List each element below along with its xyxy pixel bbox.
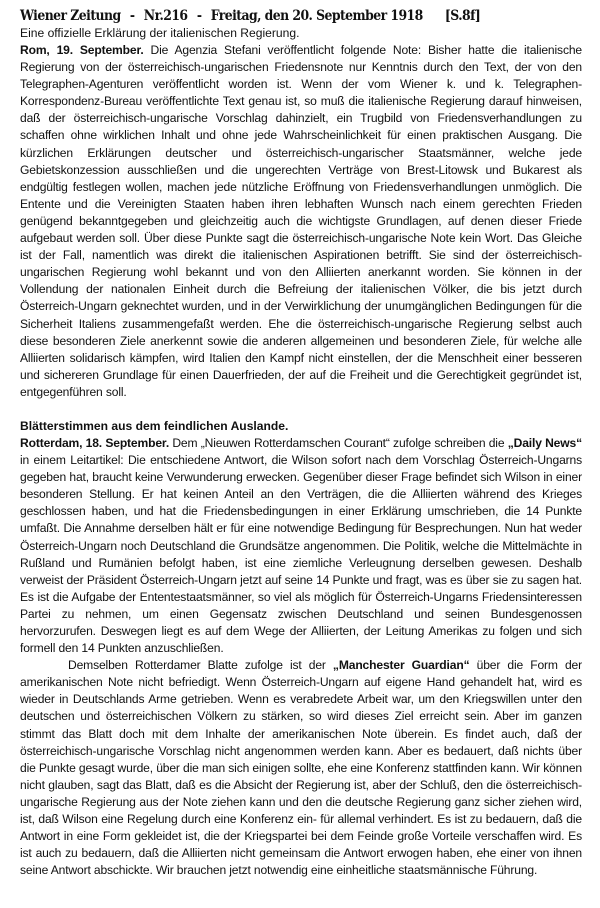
article-2-paragraph-2: [20, 657, 582, 879]
article-1-dateline: Rom, 19. September.: [20, 43, 144, 57]
page-reference: [S.8f]: [444, 8, 481, 24]
article-2-title: Blätterstimmen aus dem feindlichen Auslande.: [20, 418, 289, 433]
article-2-dateline: Rotterdam, 18. September.: [20, 435, 170, 450]
source-daily-news: „Daily News“: [507, 435, 582, 450]
separator: -: [129, 8, 135, 24]
paragraph-text: Demselben Rotterdamer Blatte zufolge ist der: [68, 658, 333, 673]
masthead: [20, 8, 537, 25]
paragraph-text: in einem Leitartikel: Die entschiedene Antwort, die Wilson sofort nach dem Vorschlag Österreich-Ungarns gegeben hat, braucht keine Verwunderung erwecken. Gegenüber dieser Frage befindet sich Wilson in einer besonderen Stellung. Er hat keinen Anteil an den Verträgen, die die Alliierten während des Krieges geschlossen haben, und hat die Friedensbedingungen in einer Erklärung umschrieben, die 14 Punkte umfaßt. Die Annahme derselben hält er für eine notwendige Bedingung für Besprechungen. Nun hat weder Österreich-Ungarn noch Deutschland die Grundsätze angenommen. Die Politik, welche die Mittelmächte in Rußland und Rumänien befolgt haben, ist eine ziemliche Verleugnung derselben gewesen. Deshalb verweist der Präsident Österreich-Ungarn jetzt auf seine 14 Punkte und fragt, was es über sie zu sagen hat. Es ist die Aufgabe der Ententestaatsmänner, so viel als möglich für Österreich-Ungarns Friedensinteressen Partei zu nehmen, um einen Gegensatz zwischen Deutschland und seinen Bundesgenossen hervorzurufen. Deswegen liegt es auf dem Wege der Alliierten, der Leitung Amerikas zu folgen und sich formell den 14 Punkten anzuschließen.: [20, 453, 582, 656]
paragraph-text: Dem „Nieuwen Rotterdamschen Courant“ zufolge schreiben die: [169, 435, 508, 450]
newspaper-name: Wiener Zeitung: [20, 8, 121, 24]
article-2-paragraph-1: [20, 435, 582, 657]
paragraph-text: über die Form der amerikanischen Note nicht befriedigt. Wenn Österreich-Ungarn auf eigene Hand gehandelt hat, wird es wieder in Deutschlands Arme getrieben. Wenn es verabredete Arbeit war, um den Kriegswillen unter den deutschen und österreichischen Völkern zu stärken, so wird dieses Ziel erreicht sein. Aber im ganzen stimmt das Blatt doch mit dem Inhalte der amerikanischen Note überein. Es findet auch, daß der österreichisch-ungarische Vorschlag nicht angenommen werden kann. Aber es bedauert, daß nichts über die Punkte gesagt wurde, über die man sich einigen sollte, ehe eine Konferenz stattfinden kann. Wir können nicht glauben, sagt das Blatt, daß es die Absicht der Regierung ist, aber der Schluß, den die österreichisch-ungarische Regierung aus der Note ziehen kann und den die deutsche Regierung ganz sicher ziehen wird, ist, daß Wilson eine Regelung durch eine Konferenz ein- für allemal verhindert. Es ist zu bedauern, daß die Antwort in eine Form gekleidet ist, die der Kriegspartei bei dem Feinde große Vorteile verschaffen wird. Es ist auch zu bedauern, daß die Alliierten nicht gemeinsam die Antwort erwogen haben, ehe einer von ihnen seine Antwort abschickte. Wir brauchen jetzt notwendig eine einheitliche staatsmännische Führung.: [20, 658, 582, 878]
article-1-body: [20, 42, 582, 401]
source-manchester-guardian: „Manchester Guardian“: [332, 658, 470, 673]
article-1-title: Eine offizielle Erklärung der italienischen Regierung.: [20, 26, 300, 40]
article-1-text: Die Agenzia Stefani veröffentlicht folgende Note: Bisher hatte die italienische Regierung von der österreichisch-ungarischen Friedensnote nur Kenntnis durch den Text, der von den Telegraphen-Agenturen veröffentlicht worden ist. Wenn der vom Wiener k. und k. Telegraphen-Korrespondenz-Bureau veröffentlichte Text genau ist, so muß die italienische Regierung darauf hinweisen, daß der österreichisch-ungarische Vorschlag dahinzielt, ein Trugbild von Friedensverhandlungen zu schaffen ohne wirklichen Inhalt und ohne jede Wahrscheinlichkeit für einen praktischen Ausgang. Die kürzlichen Erklärungen deutscher und österreichisch-ungarischer Staatsmänner, welche jede Gebietskonzession ausschließen und die ungerechten Verträge von Brest-Litowsk und Bukarest als endgültig festlegen wollen, machen jede nützliche Eröffnung von Friedensverhandlungen unmöglich. Die Entente und die Vereinigten Staaten haben ihren lebhaften Wunsch nach einem gerechten Frieden genügend bekanntgegeben und gleichzeitig auch die wichtigste Grundlagen, auf denen dieser Friede aufgebaut werden soll. Über diese Punkte sagt die österreichisch-ungarische Note kein Wort. Das Gleiche ist der Fall, namentlich was direkt die italienischen Aspirationen betrifft. Sie sind der österreichisch-ungarischen Regierung wohl bekannt und von den Alliierten anerkannt worden. Sie können in der Vollendung der nationalen Einheit durch die Befreiung der italienischen Völker, die bis jetzt durch Österreich-Ungarn geknechtet wurden, und in der Verwirklichung der unumgänglichen Bedingungen für die Sicherheit Italiens zusammengefaßt werden. Ehe die österreichisch-ungarische Regierung selbst auch diese besonderen Ziele anerkennt sowie die anderen allgemeinen und besonderen Ziele, für welche alle Alliierten solidarisch kämpfen, wird Italien den Kampf nicht einstellen, der die Menschheit einer besseren und sichereren Grundlage für einen Dauerfrieden, der auf die Freiheit und die Gerechtigkeit gegründet ist, entgegenführen soll.: [20, 43, 582, 399]
issue-date: Freitag, den 20. September 1918: [210, 8, 423, 24]
separator: -: [196, 8, 202, 24]
issue-number: Nr.216: [143, 8, 188, 24]
